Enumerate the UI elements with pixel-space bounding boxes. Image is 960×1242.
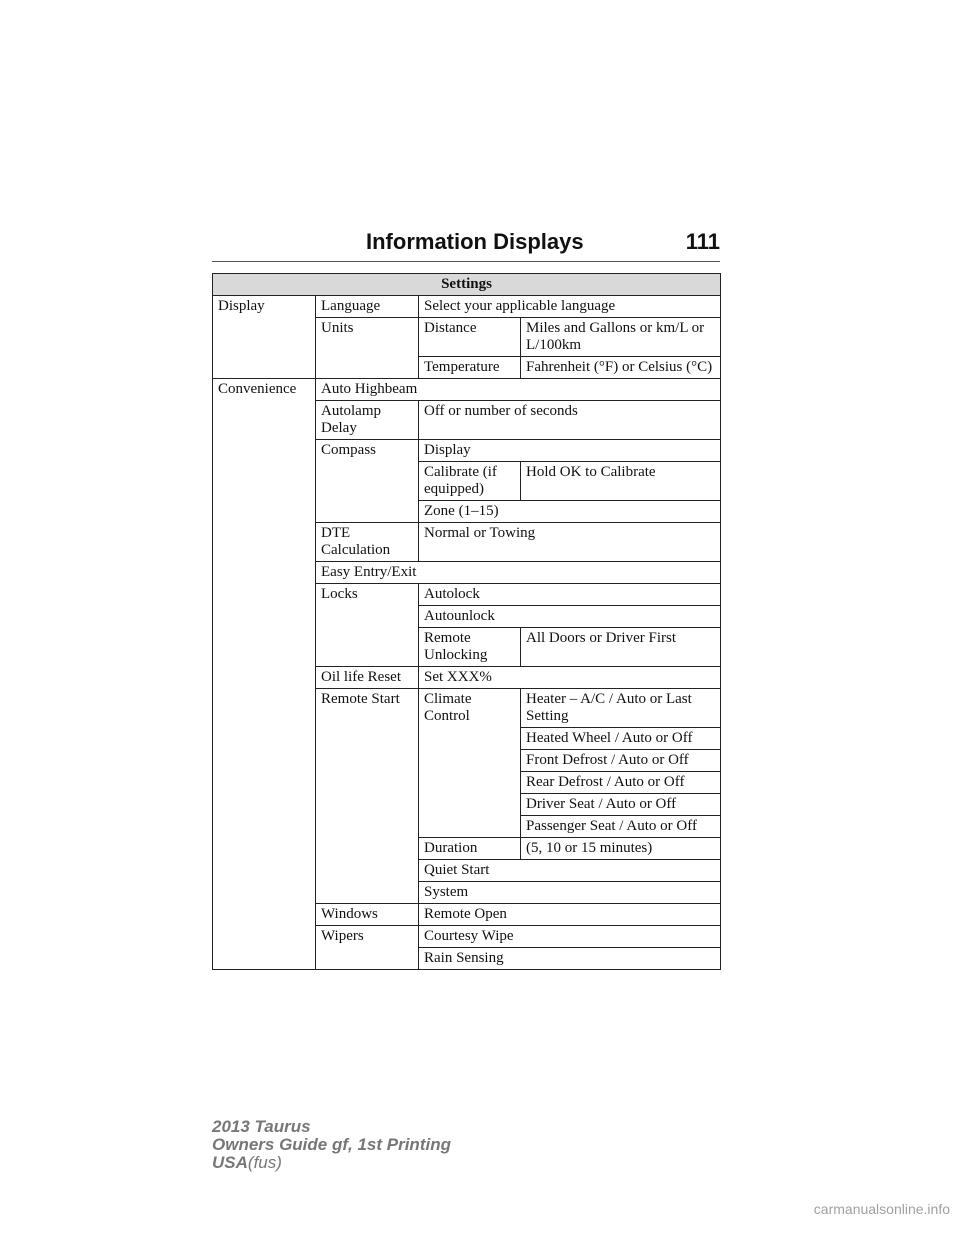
setting-compass-calibrate-value: Hold OK to Calibrate [521, 462, 721, 501]
setting-temperature-value: Fahrenheit (°F) or Celsius (°C) [521, 357, 721, 379]
setting-courtesy-wipe: Courtesy Wipe [419, 926, 721, 948]
setting-climate-control: Climate Control [419, 689, 521, 838]
setting-auto-highbeam: Auto Highbeam [316, 379, 721, 401]
setting-autolock: Autolock [419, 584, 721, 606]
setting-oil-life: Oil life Reset [316, 667, 419, 689]
setting-duration: Duration [419, 838, 521, 860]
climate-option: Front Defrost / Auto or Off [521, 750, 721, 772]
table-row [213, 296, 721, 318]
table-header-row [213, 274, 721, 296]
setting-temperature: Temperature [419, 357, 521, 379]
setting-units: Units [316, 318, 419, 379]
document-footer [212, 1118, 451, 1172]
footer-model: 2013 Taurus [212, 1117, 311, 1136]
setting-system: System [419, 882, 721, 904]
category-convenience: Convenience [213, 379, 316, 970]
setting-dte-value: Normal or Towing [419, 523, 721, 562]
setting-duration-value: (5, 10 or 15 minutes) [521, 838, 721, 860]
setting-rain-sensing: Rain Sensing [419, 948, 721, 970]
setting-autounlock: Autounlock [419, 606, 721, 628]
setting-remote-start: Remote Start [316, 689, 419, 904]
climate-option: Rear Defrost / Auto or Off [521, 772, 721, 794]
setting-compass-display: Display [419, 440, 721, 462]
setting-locks: Locks [316, 584, 419, 667]
setting-language: Language [316, 296, 419, 318]
footer-guide: Owners Guide gf, 1st Printing [212, 1135, 451, 1154]
setting-windows: Windows [316, 904, 419, 926]
setting-distance: Distance [419, 318, 521, 357]
climate-option: Driver Seat / Auto or Off [521, 794, 721, 816]
setting-remote-unlocking-value: All Doors or Driver First [521, 628, 721, 667]
setting-compass-zone: Zone (1–15) [419, 501, 721, 523]
footer-region-suffix: (fus) [247, 1153, 282, 1172]
setting-compass-calibrate: Calibrate (if equipped) [419, 462, 521, 501]
footer-region [212, 1154, 451, 1172]
settings-table [212, 273, 721, 970]
setting-easy-entry: Easy Entry/Exit [316, 562, 721, 584]
climate-option: Passenger Seat / Auto or Off [521, 816, 721, 838]
setting-language-value: Select your applicable language [419, 296, 721, 318]
setting-windows-value: Remote Open [419, 904, 721, 926]
setting-quiet-start: Quiet Start [419, 860, 721, 882]
setting-dte: DTE Calculation [316, 523, 419, 562]
setting-compass: Compass [316, 440, 419, 523]
table-heading: Settings [213, 274, 721, 296]
setting-remote-unlocking: Remote Unlocking [419, 628, 521, 667]
page-number: 111 [685, 229, 720, 254]
setting-autolamp-delay-value: Off or number of seconds [419, 401, 721, 440]
page-header [212, 229, 720, 262]
climate-option: Heated Wheel / Auto or Off [521, 728, 721, 750]
climate-option: Heater – A/C / Auto or Last Setting [521, 689, 721, 728]
setting-oil-life-value: Set XXX% [419, 667, 721, 689]
category-display: Display [213, 296, 316, 379]
footer-region-main: USA [212, 1153, 248, 1172]
setting-distance-value: Miles and Gallons or km/L or L/100km [521, 318, 721, 357]
setting-wipers: Wipers [316, 926, 419, 970]
section-title: Information Displays [366, 229, 584, 254]
table-row [213, 379, 721, 401]
watermark: carmanualsonline.info [813, 1201, 950, 1217]
setting-autolamp-delay: Autolamp Delay [316, 401, 419, 440]
